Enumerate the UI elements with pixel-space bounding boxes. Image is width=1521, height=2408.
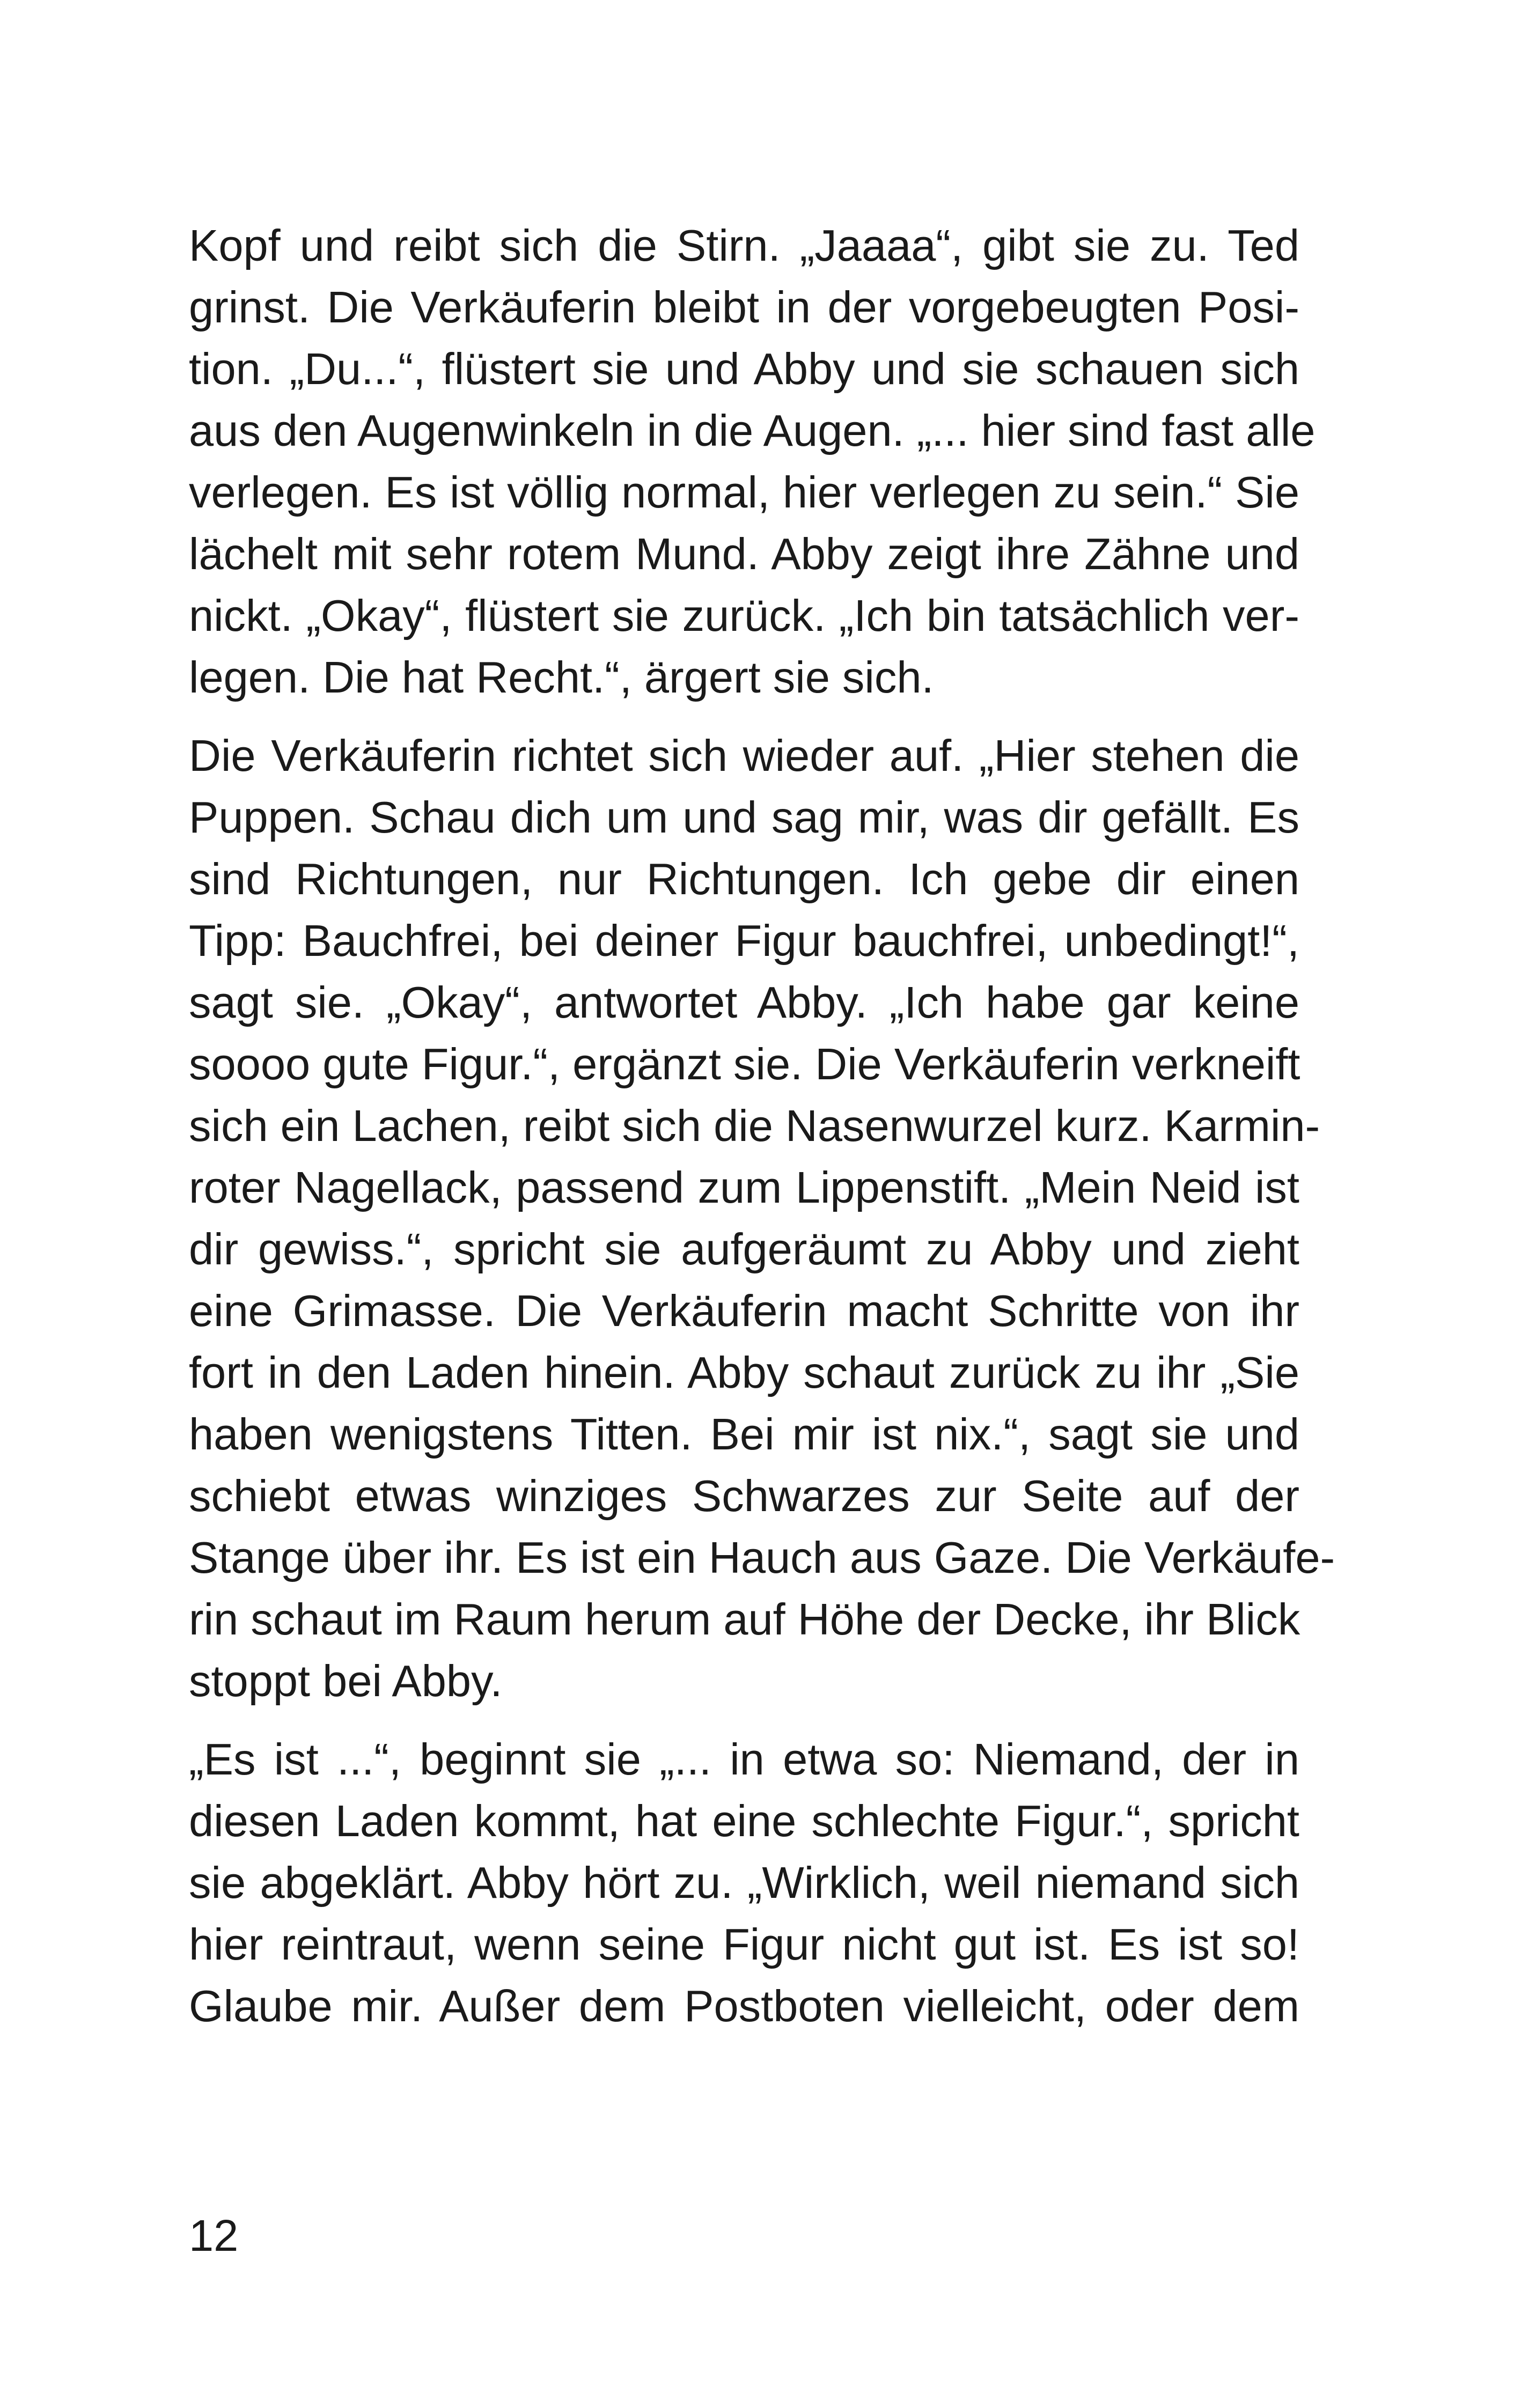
text-line: Die Verkäuferin richtet sich wieder auf. „Hier stehen die — [189, 731, 1299, 780]
text-line: nickt. „Okay“, flüstert sie zurück. „Ich bin tatsächlich ver- — [189, 591, 1299, 640]
text-line: Kopf und reibt sich die Stirn. „Jaaaa“, gibt sie zu. Ted — [189, 220, 1299, 270]
text-line: diesen Laden kommt, hat eine schlechte Figur.“, spricht — [189, 1796, 1299, 1846]
text-line: schiebt etwas winziges Schwarzes zur Seite auf der — [189, 1471, 1299, 1521]
page-body — [189, 215, 1335, 2037]
text-line: tion. „Du...“, flüstert sie und Abby und sie schauen sich — [189, 344, 1299, 394]
page-number: 12 — [189, 2211, 239, 2260]
text-line: sagt sie. „Okay“, antwortet Abby. „Ich habe gar keine — [189, 977, 1299, 1027]
text-line: hier reintraut, wenn seine Figur nicht gut ist. Es ist so! — [189, 1919, 1299, 1969]
text-line: legen. Die hat Recht.“, ärgert sie sich. — [189, 652, 934, 702]
text-line: Puppen. Schau dich um und sag mir, was dir gefällt. Es — [189, 792, 1299, 842]
text-line: „Es ist ...“, beginnt sie „... in etwa so: Niemand, der in — [189, 1734, 1299, 1784]
text-line: sie abgeklärt. Abby hört zu. „Wirklich, weil niemand sich — [189, 1858, 1299, 1908]
paragraph-3 — [189, 1728, 1299, 2037]
text-line: dir gewiss.“, spricht sie aufgeräumt zu Abby und zieht — [189, 1224, 1299, 1274]
text-line: soooo gute Figur.“, ergänzt sie. Die Verkäuferin verkneift — [189, 1039, 1300, 1089]
text-line: aus den Augenwinkeln in die Augen. „... hier sind fast alle — [189, 406, 1316, 455]
text-line: sich ein Lachen, reibt sich die Nasenwurzel kurz. Karmin- — [189, 1101, 1320, 1151]
text-line: Tipp: Bauchfrei, bei deiner Figur bauchfrei, unbedingt!“, — [189, 916, 1299, 966]
paragraph-1 — [189, 215, 1316, 708]
text-line: Stange über ihr. Es ist ein Hauch aus Gaze. Die Verkäufe- — [189, 1533, 1335, 1582]
text-line: Glaube mir. Außer dem Postboten vielleicht, oder dem — [189, 1981, 1299, 2031]
text-line: verlegen. Es ist völlig normal, hier verlegen zu sein.“ Sie — [189, 467, 1299, 517]
text-line: grinst. Die Verkäuferin bleibt in der vorgebeugten Posi- — [189, 282, 1299, 332]
text-line: eine Grimasse. Die Verkäuferin macht Schritte von ihr — [189, 1286, 1299, 1336]
text-line: stoppt bei Abby. — [189, 1656, 503, 1706]
text-line: sind Richtungen, nur Richtungen. Ich gebe dir einen — [189, 854, 1299, 904]
text-line: fort in den Laden hinein. Abby schaut zurück zu ihr „Sie — [189, 1347, 1299, 1397]
text-line: roter Nagellack, passend zum Lippenstift. „Mein Neid ist — [189, 1162, 1299, 1212]
text-line: lächelt mit sehr rotem Mund. Abby zeigt ihre Zähne und — [189, 529, 1299, 579]
paragraph-2 — [189, 725, 1335, 1712]
text-line: haben wenigstens Titten. Bei mir ist nix.“, sagt sie und — [189, 1409, 1299, 1459]
text-line: rin schaut im Raum herum auf Höhe der Decke, ihr Blick — [189, 1594, 1300, 1644]
